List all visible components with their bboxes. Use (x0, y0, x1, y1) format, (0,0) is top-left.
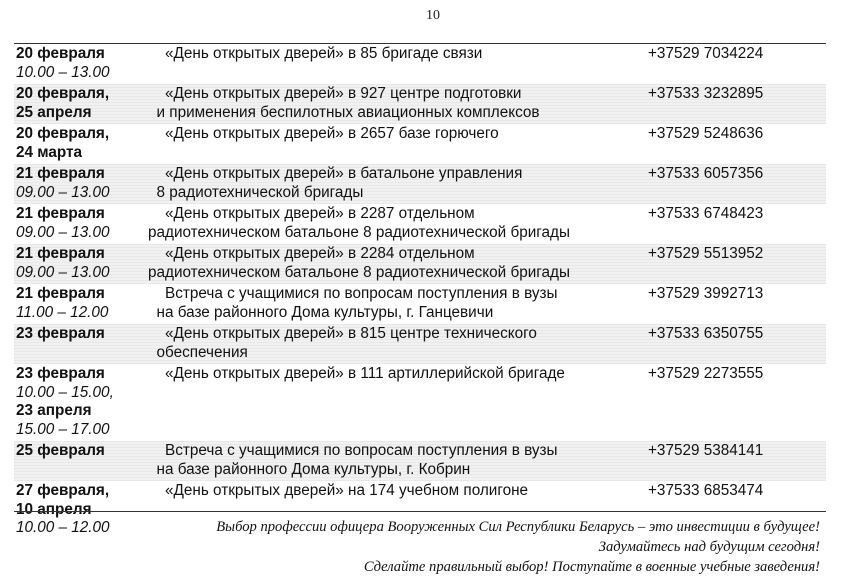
row-event-line: радиотехническом батальоне 8 радиотехнической бригады (148, 223, 570, 241)
row-date-line: 23 февраля (16, 365, 105, 382)
row-date-line: 25 февраля (16, 442, 105, 459)
row-date-line: 20 февраля, (16, 125, 110, 142)
row-event (148, 325, 628, 362)
schedule-row (14, 164, 826, 204)
row-date-line: 21 февраля (16, 205, 105, 222)
row-event (148, 245, 628, 282)
row-event (148, 165, 628, 202)
row-date-line: 21 февраля (16, 165, 105, 182)
row-date (16, 245, 144, 282)
row-event-line: «День открытых дверей» в 2657 базе горючего (148, 125, 499, 142)
schedule-row (14, 204, 826, 244)
row-date-line: 21 февраля (16, 285, 105, 302)
schedule-row (14, 441, 826, 481)
row-date (16, 285, 144, 322)
row-time: 10.00 – 12.00 (16, 519, 110, 536)
row-phone: +37529 7034224 (648, 45, 764, 62)
row-date (16, 85, 144, 122)
row-time: 11.00 – 12.00 (16, 303, 109, 321)
row-date (16, 365, 144, 439)
row-phone: +37529 5248636 (648, 125, 764, 142)
row-phone: +37529 5384141 (648, 442, 764, 459)
row-event (148, 125, 628, 144)
row-date-line: 21 февраля (16, 245, 105, 262)
row-event (148, 85, 628, 122)
row-date (16, 125, 144, 162)
row-phone: +37533 6350755 (648, 325, 764, 342)
schedule-row (14, 324, 826, 364)
schedule-row (14, 84, 826, 124)
row-event-line: обеспечения (148, 343, 248, 361)
row-date-line: 24 марта (16, 143, 83, 161)
row-date-line: 23 февраля (16, 325, 105, 342)
row-date-line: 25 апреля (16, 103, 92, 121)
footer-line: Выбор профессии офицера Вооруженных Сил Республики Беларусь – это инвестиции в будущее! (216, 519, 820, 535)
row-time: 10.00 – 13.00 (16, 63, 110, 81)
row-event-line: и применения беспилотных авиационных комплексов (148, 103, 540, 121)
row-date (16, 45, 144, 82)
schedule-row (14, 284, 826, 324)
row-time: 09.00 – 13.00 (16, 223, 110, 241)
row-event-line: «День открытых дверей» в 815 центре технического (148, 325, 537, 342)
row-phone: +37533 6748423 (648, 205, 764, 222)
row-event (148, 482, 628, 501)
bottom-rule (14, 511, 826, 512)
schedule-row (14, 44, 826, 84)
footer-slogans (216, 517, 820, 577)
row-date (16, 442, 144, 461)
row-phone: +37533 6853474 (648, 482, 764, 499)
row-phone: +37529 2273555 (648, 365, 764, 382)
footer-line: Задумайтесь над будущим сегодня! (598, 539, 820, 555)
row-event (148, 205, 628, 242)
footer-line: Сделайте правильный выбор! Поступайте в военные учебные заведения! (363, 559, 820, 575)
row-time: 09.00 – 13.00 (16, 183, 110, 201)
row-event (148, 365, 628, 384)
row-phone: +37529 3992713 (648, 285, 764, 302)
row-date (16, 482, 144, 538)
row-date (16, 165, 144, 202)
row-event-line: «День открытых дверей» на 174 учебном полигоне (148, 482, 529, 499)
row-event (148, 45, 628, 64)
row-event-line: Встреча с учащимися по вопросам поступления в вузы (148, 285, 558, 302)
row-date-line: 10 апреля (16, 500, 92, 518)
row-event (148, 285, 628, 322)
row-event-line: Встреча с учащимися по вопросам поступления в вузы (148, 442, 558, 459)
row-date (16, 325, 144, 344)
row-event-line: «День открытых дверей» в 111 артиллерийской бригаде (148, 365, 565, 382)
row-time: 10.00 – 15.00, (16, 383, 114, 401)
row-time: 09.00 – 13.00 (16, 263, 110, 281)
row-date-line: 20 февраля, (16, 85, 110, 102)
row-date-line: 20 февраля (16, 45, 105, 62)
row-phone: +37533 3232895 (648, 85, 764, 102)
row-date (16, 205, 144, 242)
row-phone: +37533 6057356 (648, 165, 764, 182)
schedule-row (14, 244, 826, 284)
page-number: 10 (426, 8, 440, 23)
row-date-line: 27 февраля, (16, 482, 110, 499)
row-event-line: «День открытых дверей» в 2284 отдельном (148, 245, 475, 262)
row-event-line: радиотехническом батальоне 8 радиотехнической бригады (148, 263, 570, 281)
row-event (148, 442, 628, 479)
row-time: 15.00 – 17.00 (16, 420, 110, 438)
schedule-row (14, 124, 826, 164)
row-event-line: «День открытых дверей» в 927 центре подготовки (148, 85, 522, 102)
row-event-line: «День открытых дверей» в батальоне управления (148, 165, 523, 182)
row-event-line: «День открытых дверей» в 2287 отдельном (148, 205, 475, 222)
row-event-line: на базе районного Дома культуры, г. Кобрин (148, 460, 471, 478)
row-event-line: 8 радиотехнической бригады (148, 183, 364, 201)
schedule-row (14, 364, 826, 441)
row-event-line: на базе районного Дома культуры, г. Ганцевичи (148, 303, 494, 321)
row-event-line: «День открытых дверей» в 85 бригаде связи (148, 45, 483, 62)
row-phone: +37529 5513952 (648, 245, 764, 262)
row-date-line: 23 апреля (16, 402, 92, 419)
schedule-table (14, 44, 826, 540)
